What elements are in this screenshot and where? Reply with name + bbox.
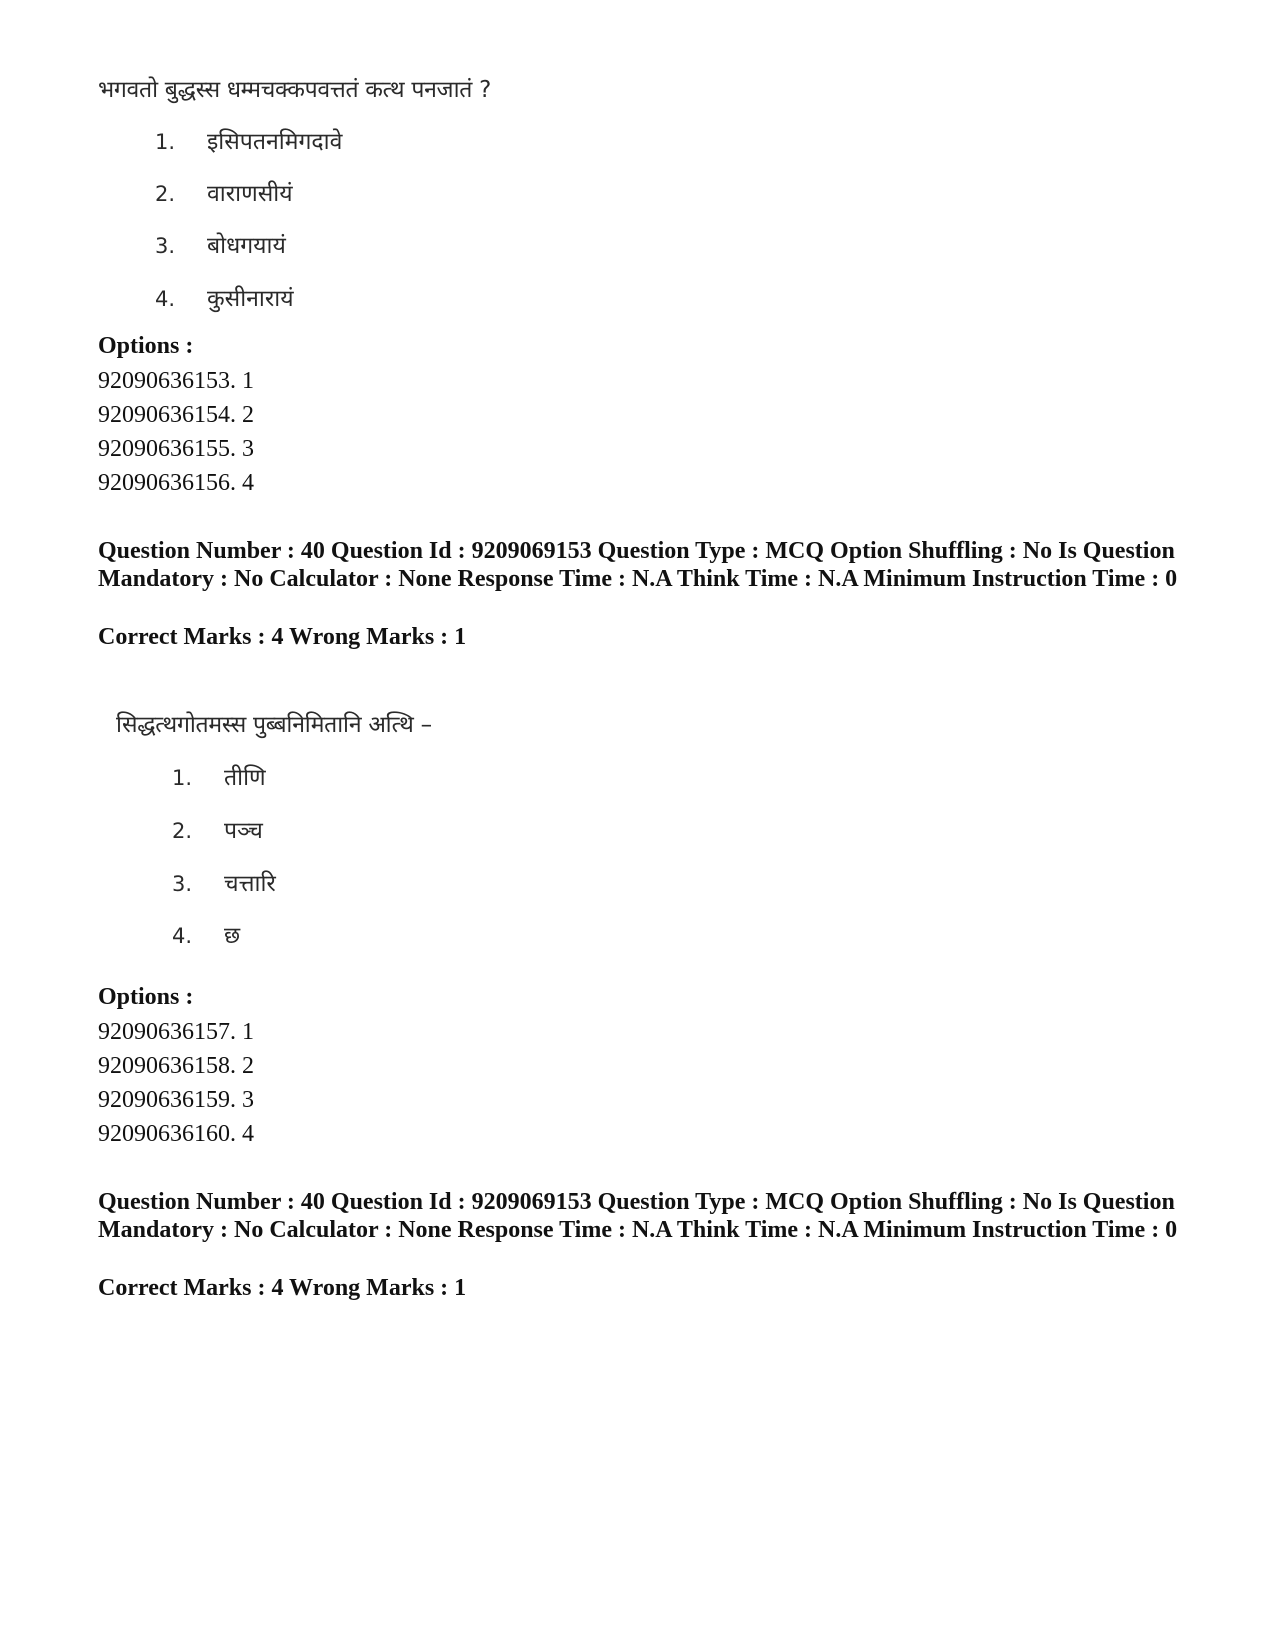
question-meta: Question Number : 40 Question Id : 9209069153 Question Type : MCQ Option Shuffling : No Is Question Mandatory : No Calculator : None Response Time : N.A Think Time : N.A Minimum Instruction Time : 0 [98, 538, 1178, 592]
question-meta: Question Number : 40 Question Id : 9209069153 Question Type : MCQ Option Shuffling : No Is Question Mandatory : No Calculator : None Response Time : N.A Think Time : N.A Minimum Instruction Time : 0 [98, 1189, 1178, 1243]
question-marks: Correct Marks : 4 Wrong Marks : 1 [98, 1275, 467, 1301]
option-line: 92090636153. 1 [98, 368, 254, 394]
option-line: 92090636157. 1 [98, 1019, 254, 1045]
option-line: 92090636160. 4 [98, 1121, 254, 1147]
choice-text: वाराणसीयं [207, 181, 293, 207]
choice-item [172, 813, 263, 845]
choice-text: छ [224, 923, 241, 949]
choice-text: कुसीनारायं [207, 286, 294, 312]
choice-number: 1. [172, 766, 193, 790]
question-stem: सिद्धत्थगोतमस्स पुब्बनिमितानि अत्थि – [116, 712, 432, 738]
choice-item [155, 281, 294, 313]
choice-number: 1. [155, 130, 176, 154]
choice-number: 4. [172, 924, 193, 948]
choice-number: 3. [172, 872, 193, 896]
choice-item [155, 176, 293, 208]
choice-number: 2. [172, 819, 193, 843]
choice-text: इसिपतनमिगदावे [207, 129, 343, 155]
choice-text: तीणि [224, 765, 266, 791]
choice-item [155, 124, 342, 156]
question-stem: भगवतो बुद्धस्स धम्मचक्कपवत्ततं कत्थ पनजातं ? [98, 77, 491, 103]
option-line: 92090636155. 3 [98, 436, 254, 462]
choice-text: बोधगयायं [207, 233, 286, 259]
option-line: 92090636159. 3 [98, 1087, 254, 1113]
choice-number: 4. [155, 287, 176, 311]
option-line: 92090636158. 2 [98, 1053, 254, 1079]
options-list [98, 1015, 254, 1151]
choice-text: चत्तारि [224, 871, 276, 897]
options-heading: Options : [98, 333, 194, 359]
choice-item [155, 228, 286, 260]
option-line: 92090636154. 2 [98, 402, 254, 428]
question-marks: Correct Marks : 4 Wrong Marks : 1 [98, 624, 467, 650]
choice-item [172, 918, 240, 950]
choice-text: पञ्च [224, 818, 263, 844]
options-list [98, 364, 254, 500]
choice-number: 2. [155, 182, 176, 206]
options-heading: Options : [98, 984, 194, 1010]
choice-item [172, 760, 266, 792]
choice-number: 3. [155, 234, 176, 258]
choice-item [172, 866, 276, 898]
option-line: 92090636156. 4 [98, 470, 254, 496]
